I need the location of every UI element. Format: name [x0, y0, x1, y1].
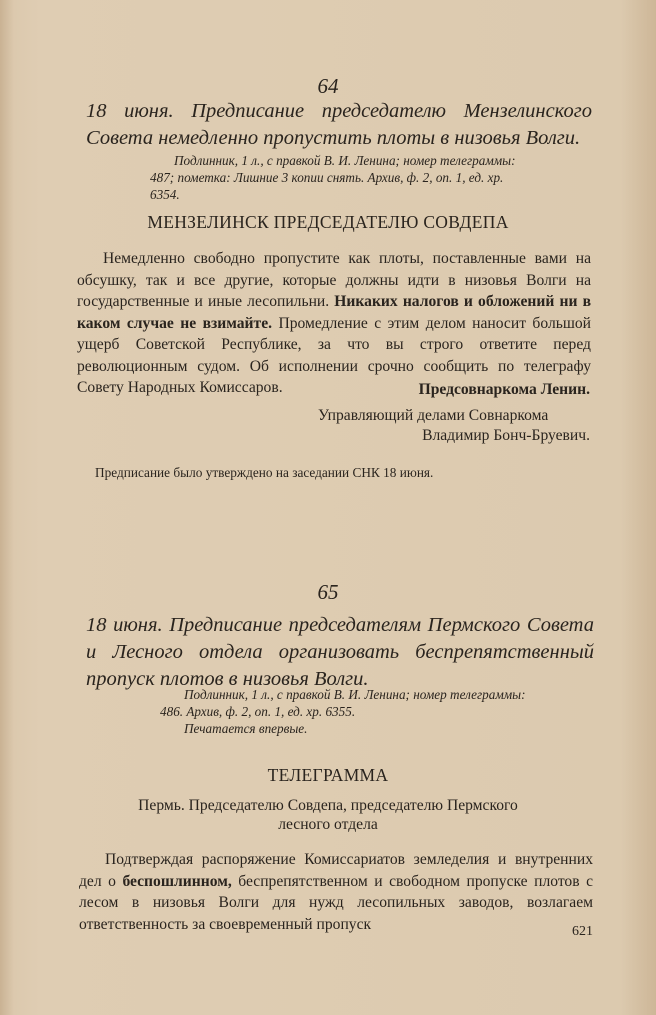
- body-bold-text: Никаких налогов и обложений ни в каком случае не взимайте.: [77, 293, 591, 332]
- reference-line: Подлинник, 1 л., с правкой В. И. Ленина; номер телеграммы:: [184, 687, 526, 702]
- telegram-heading-64: МЕНЗЕЛИНСК ПРЕДСЕДАТЕЛЮ СОВДЕПА: [147, 212, 509, 232]
- document-title-65: 18 июня. Предписание председателям Пермского Совета и Лесного отдела организовать беспрепятственный пропуск плотов в низовья Волги.: [86, 614, 594, 690]
- telegram-body-65: [79, 849, 593, 935]
- reference-line: 486. Архив, ф. 2, оп. 1, ед. хр. 6355.: [160, 704, 356, 719]
- body-text: беспрепятственном и свободном пропуске плотов с лесом в низовья Волги для нужд лесопильных заводов, возлагаем ответственность за своевременный пропуск: [79, 872, 593, 933]
- address-line-2: лесного отдела: [278, 816, 378, 833]
- reference-line: Подлинник, 1 л., с правкой В. И. Ленина; номер телеграммы:: [174, 153, 516, 168]
- address-line-1: Пермь. Председателю Совдепа, председателю Пермского: [138, 797, 518, 814]
- telegram-heading-65: ТЕЛЕГРАММА: [267, 765, 389, 785]
- archival-reference-65: [160, 686, 592, 737]
- body-text: Промедление с этим делом наносит большой ущерб Советской Республике, за что вы строго ответите перед революционным судом. Об исполнении срочно сообщить по телеграфу Совету Народных Комиссаров.: [77, 314, 591, 396]
- reference-line: 6354.: [150, 187, 180, 202]
- archival-reference-64: [150, 152, 592, 203]
- document-title-64: 18 июня. Предписание председателю Мензелинского Совета немедленно пропустить плоты в низовья Волги.: [86, 100, 592, 149]
- reference-line: Печатается впервые.: [184, 721, 308, 736]
- document-number-65: 65: [317, 580, 339, 604]
- document-number-64: 64: [317, 74, 339, 98]
- body-bold-text: беспошлинном,: [122, 872, 232, 890]
- signature-lenin: Предсовнаркома Ленин.: [418, 381, 590, 398]
- body-text: Подтверждая распоряжение Комиссариатов земледелия и внутренних дел о: [79, 851, 593, 890]
- reference-line: 487; пометка: Лишние 3 копии снять. Архив, ф. 2, оп. 1, ед. хр.: [150, 170, 504, 185]
- approval-note: Предписание было утверждено на заседании СНК 18 июня.: [95, 465, 434, 480]
- telegram-body-64: [77, 248, 591, 399]
- manager-name: Владимир Бонч-Бруевич.: [422, 427, 590, 444]
- body-text: Немедленно свободно пропустите как плоты, поставленные вами на обсушку, так и все другие, которые должны идти в низовья Волги на государственные и иные лесопильни.: [77, 250, 591, 310]
- page-number: 621: [572, 924, 593, 939]
- manager-title: Управляющий делами Совнаркома: [318, 407, 549, 424]
